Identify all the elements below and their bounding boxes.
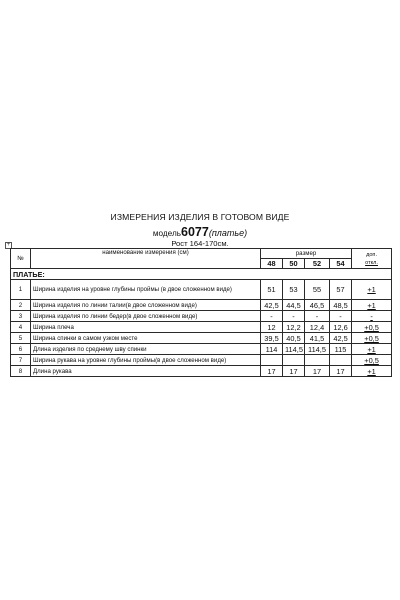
measurement-value: 42,5	[330, 333, 352, 344]
measurement-value: -	[330, 311, 352, 322]
model-number: 6077	[181, 225, 209, 239]
table-row	[11, 333, 392, 344]
col-name-header: наименование измерения (см)	[31, 249, 261, 269]
tolerance-text: +1	[367, 366, 376, 376]
size-54: 54	[330, 259, 352, 269]
measurement-value: 114,5	[283, 344, 305, 355]
measurement-value: 42,5	[261, 300, 283, 311]
table-row	[11, 280, 392, 300]
measurement-name: Ширина плеча	[31, 322, 261, 333]
measurement-value: 53	[283, 280, 305, 300]
measurement-value: 44,5	[283, 300, 305, 311]
row-number: 2	[11, 300, 31, 311]
measurement-value: 12,2	[283, 322, 305, 333]
row-number: 1	[11, 280, 31, 300]
measurement-value: 17	[283, 366, 305, 377]
col-tolerance-header	[352, 249, 392, 269]
tolerance-text: +1	[367, 300, 376, 310]
tolerance-value	[352, 355, 392, 366]
measurement-value	[330, 355, 352, 366]
section-label: ПЛАТЬЕ:	[11, 269, 392, 280]
tolerance-label-line1: доп.	[366, 251, 378, 258]
measurement-value: 41,5	[305, 333, 330, 344]
measurement-value: 115	[330, 344, 352, 355]
tolerance-text: +1	[367, 285, 376, 294]
col-size-header: размер	[261, 249, 352, 259]
measurement-name: Ширина изделия на уровне глубины проймы (в двое сложенном виде)	[31, 280, 261, 300]
table-row	[11, 355, 392, 366]
measurement-value: 17	[261, 366, 283, 377]
measurement-value: 12,4	[305, 322, 330, 333]
tolerance-value	[352, 333, 392, 344]
table-row	[11, 322, 392, 333]
measurement-value: 114	[261, 344, 283, 355]
measurement-value: 12	[261, 322, 283, 333]
header-row-top	[11, 249, 392, 259]
measurement-value: 12,6	[330, 322, 352, 333]
measurement-value: -	[305, 311, 330, 322]
measurement-value: 39,5	[261, 333, 283, 344]
measurement-value	[305, 355, 330, 366]
measurement-value: -	[283, 311, 305, 322]
measurement-value	[283, 355, 305, 366]
measurement-value: 57	[330, 280, 352, 300]
model-kind: (платье)	[208, 228, 248, 238]
table-row	[11, 300, 392, 311]
table-row	[11, 311, 392, 322]
tolerance-text: +0,5	[364, 333, 379, 343]
measurement-name: Ширина изделия по линии талии(в двое сложенном виде)	[31, 300, 261, 311]
model-line	[0, 225, 400, 239]
measurement-name: Ширина рукава на уровне глубины проймы(в двое сложенном виде)	[31, 355, 261, 366]
measurement-value: -	[261, 311, 283, 322]
table-row	[11, 344, 392, 355]
row-number: 6	[11, 344, 31, 355]
measurement-value: 114,5	[305, 344, 330, 355]
tolerance-text: +1	[367, 344, 376, 354]
row-number: 4	[11, 322, 31, 333]
measurement-name: Длина рукава	[31, 366, 261, 377]
tolerance-value	[352, 366, 392, 377]
tolerance-value	[352, 300, 392, 311]
row-number: 3	[11, 311, 31, 322]
size-50: 50	[283, 259, 305, 269]
measurements-table	[10, 248, 392, 377]
measurement-value: 55	[305, 280, 330, 300]
measurement-value: 40,5	[283, 333, 305, 344]
measurement-value: 17	[330, 366, 352, 377]
tolerance-value	[352, 344, 392, 355]
tolerance-label-line2: откл.	[365, 259, 378, 266]
row-number: 5	[11, 333, 31, 344]
tolerance-value	[352, 311, 392, 322]
row-number: 8	[11, 366, 31, 377]
size-52: 52	[305, 259, 330, 269]
measurement-value: 17	[305, 366, 330, 377]
document-title: ИЗМЕРЕНИЯ ИЗДЕЛИЯ В ГОТОВОМ ВИДЕ	[110, 212, 290, 222]
measurement-value	[261, 355, 283, 366]
row-number: 7	[11, 355, 31, 366]
measurement-value: 51	[261, 280, 283, 300]
tolerance-value	[352, 322, 392, 333]
measurement-rows	[11, 280, 392, 377]
col-num-header: №	[11, 249, 31, 269]
measurement-value: 48,5	[330, 300, 352, 311]
size-48: 48	[261, 259, 283, 269]
model-prefix: модель	[152, 229, 182, 238]
section-row	[11, 269, 392, 280]
table-row	[11, 366, 392, 377]
tolerance-text: -	[370, 311, 373, 321]
height-range: Рост 164-170см.	[171, 239, 229, 248]
measurement-name: Длина изделия по среднему шву спинки	[31, 344, 261, 355]
measurement-value: 46,5	[305, 300, 330, 311]
measurement-name: Ширина спинки в самом узком месте	[31, 333, 261, 344]
tolerance-value	[352, 280, 392, 300]
tolerance-text: +0,5	[364, 355, 379, 365]
tolerance-text: +0,5	[364, 322, 379, 332]
table-move-handle-icon[interactable]: +	[6, 242, 11, 248]
measurement-name: Ширина изделия по линии бедер(в двое сложенном виде)	[31, 311, 261, 322]
